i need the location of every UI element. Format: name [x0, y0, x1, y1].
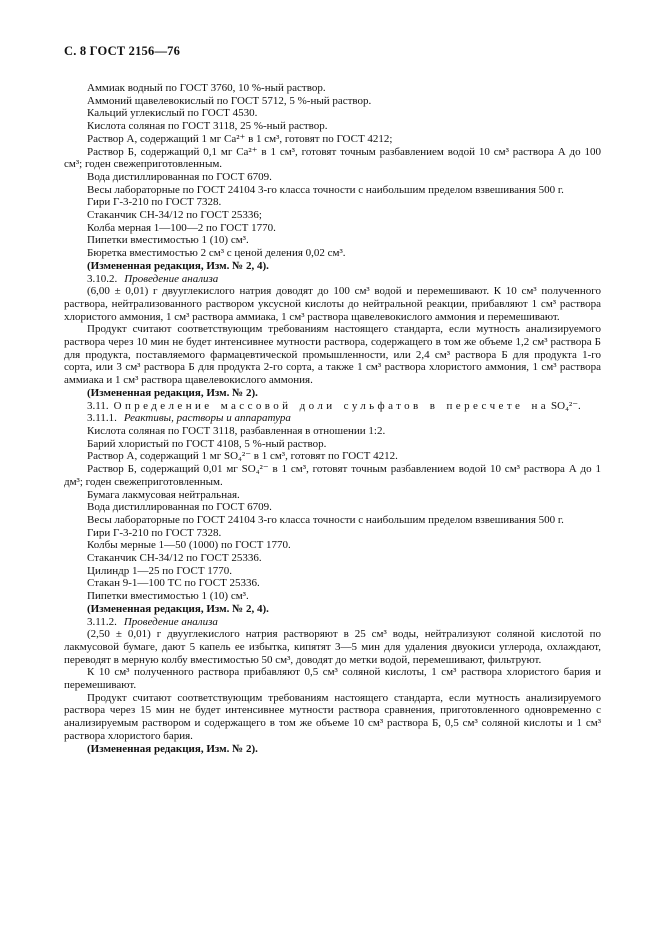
paragraph: Продукт считают соответствующим требованиям настоящего стандарта, если мутность анализируемого раствора через 15 мин не будет интенсивнее мутности раствора сравнения, приготовленного одновременно с анализируемым раствором и содержащего в том же объеме 10 см³ раствора Б, 0,5 см³ соляной кислоты и 1 см³ раствора хлористого бария.: [64, 691, 601, 742]
paragraph: Гири Г-3-210 по ГОСТ 7328.: [87, 526, 222, 539]
paragraph: К 10 см³ полученного раствора прибавляют 0,5 см³ соляной кислоты, 1 см³ раствора хлористого бария и перемешивают.: [64, 666, 601, 692]
amendment-note: (Измененная редакция, Изм. № 2).: [87, 742, 258, 755]
paragraph: Колбы мерные 1—50 (1000) по ГОСТ 1770.: [87, 539, 291, 552]
paragraph: Колба мерная 1—100—2 по ГОСТ 1770.: [87, 221, 276, 234]
paragraph: Раствор Б, содержащий 0,01 мг SO₄²⁻ в 1 см³, готовят точным разбавлением водой 10 см³ раствора А до 1 дм³; годен свежеприготовленным.: [64, 463, 601, 488]
paragraph: Вода дистиллированная по ГОСТ 6709.: [87, 501, 272, 514]
paragraph: Стаканчик СН-34/12 по ГОСТ 25336;: [87, 209, 262, 222]
paragraph: Цилиндр 1—25 по ГОСТ 1770.: [87, 564, 233, 577]
section-number: 3.10.2.: [87, 272, 118, 285]
section-title: Проведение анализа: [123, 615, 218, 628]
paragraph: Весы лабораторные по ГОСТ 24104 3-го класса точности с наибольшим пределом взвешивания 500 г.: [87, 183, 564, 196]
paragraph: Кальций углекислый по ГОСТ 4530.: [87, 107, 258, 120]
paragraph: Аммоний щавелевокислый по ГОСТ 5712, 5 %-ный раствор.: [87, 94, 372, 107]
paragraph: Продукт считают соответствующим требованиям настоящего стандарта, если мутность анализируемого раствора через 10 мин не будет интенсивнее мутности раствора, содержащего в том же объеме 1,2 см³ раствора Б для продукта, поставляемого фармацевтической промышленности, или 2,4 см³ раствора Б для продукта 1-го сорта, или 3 см³ раствора Б для продукта 2-го сорта, а также 1 см³ раствора хлористого аммония, 1 см³ раствора аммиака и 1 см³ раствора щавелевокислого аммония.: [64, 323, 601, 387]
section-title: Реактивы, растворы и аппаратура: [123, 412, 291, 425]
paragraph: Раствор А, содержащий 1 мг Ca²⁺ в 1 см³, готовят по ГОСТ 4212;: [87, 132, 393, 145]
section-number: 3.11.1.: [87, 412, 117, 425]
section-title: Проведение анализа: [124, 272, 219, 285]
paragraph: Пипетки вместимостью 1 (10) см³.: [87, 234, 249, 247]
paragraph: Бюретка вместимостью 2 см³ с ценой деления 0,02 см³.: [87, 247, 346, 260]
section-title: Определение массовой доли сульфатов в пересчете на: [113, 399, 550, 412]
section-number: 3.11.2.: [87, 615, 117, 628]
paragraph: Весы лабораторные по ГОСТ 24104 3-го класса точности с наибольшим пределом взвешивания 500 г.: [87, 513, 564, 526]
paragraph: Кислота соляная по ГОСТ 3118, разбавленная в отношении 1:2.: [87, 424, 386, 437]
paragraph: (6,00 ± 0,01) г двууглекислого натрия доводят до 100 см³ водой и перемешивают. К 10 см³ полученного раствора, нейтрализованного раствором уксусной кислоты до нейтральной реакции, прибавляют 1 см³ раствора хлористого аммония, 1 см³ раствора аммиака, 1 см³ раствора щавелевокислого аммония и перемешивают.: [64, 285, 601, 323]
section-heading: [64, 400, 601, 413]
section-heading: [64, 412, 601, 425]
paragraph: Раствор Б, содержащий 0,1 мг Ca²⁺ в 1 см³, готовят точным разбавлением водой 10 см³ раствора А до 100 см³; годен свежеприготовленным.: [64, 145, 601, 171]
paragraph: Стаканчик СН-34/12 по ГОСТ 25336.: [87, 552, 262, 565]
section-heading: [64, 616, 601, 629]
section-heading: [64, 273, 601, 286]
paragraph: Пипетки вместимостью 1 (10) см³.: [87, 590, 249, 603]
amendment-note: (Измененная редакция, Изм. № 2).: [87, 386, 258, 399]
paragraph: Барий хлористый по ГОСТ 4108, 5 %-ный раствор.: [87, 437, 327, 450]
paragraph: Кислота соляная по ГОСТ 3118, 25 %-ный раствор.: [87, 120, 328, 133]
paragraph: Бумага лакмусовая нейтральная.: [87, 488, 240, 501]
paragraph: Вода дистиллированная по ГОСТ 6709.: [87, 170, 272, 183]
paragraph: Раствор А, содержащий 1 мг SO₄²⁻ в 1 см³, готовят по ГОСТ 4212.: [87, 450, 398, 463]
chemical-formula: SO₄²⁻.: [551, 399, 581, 412]
paragraph: Стакан 9-1—100 ТС по ГОСТ 25336.: [87, 577, 260, 590]
paragraph: (2,50 ± 0,01) г двууглекислого натрия растворяют в 25 см³ воды, нейтрализуют соляной кислотой по лакмусовой бумаге, дают 5 капель ее избытка, кипятят 3—5 мин для удаления двуокиси углерода, охлаждают, переводят в мерную колбу вместимостью 50 см³, доводят до метки водой, перемешивают, фильтруют.: [64, 628, 601, 666]
paragraph: Гири Г-3-210 по ГОСТ 7328.: [87, 196, 222, 209]
page-header: С. 8 ГОСТ 2156—76: [64, 44, 181, 58]
document-body: [64, 82, 601, 755]
amendment-note: (Измененная редакция, Изм. № 2, 4).: [87, 602, 269, 615]
amendment-note: (Измененная редакция, Изм. № 2, 4).: [87, 259, 269, 272]
section-number: 3.11.: [87, 399, 109, 412]
paragraph: Аммиак водный по ГОСТ 3760, 10 %-ный раствор.: [87, 82, 326, 94]
